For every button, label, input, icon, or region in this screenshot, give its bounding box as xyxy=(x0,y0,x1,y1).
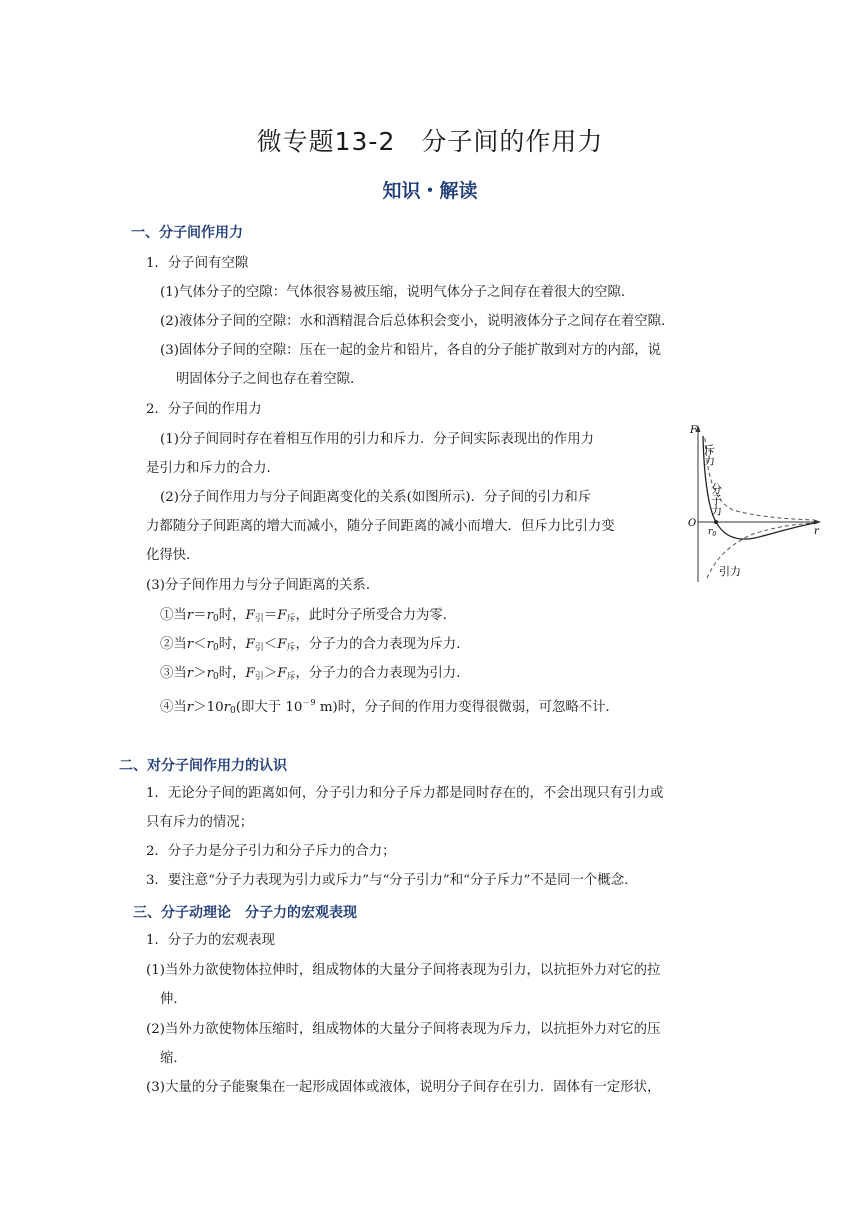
attraction-label: 引力 xyxy=(719,565,741,578)
item1-p3-line2: 明固体分子之间也存在着空隙． xyxy=(176,372,364,387)
page-title: 微专题13-2 分子间的作用力 xyxy=(256,127,604,156)
section3-heading: 三、分子动理论 分子力的宏观表现 xyxy=(133,905,357,921)
condition-2: ②当$r<r_0$时，$F_引<F_斥$，分子力的合力表现为斥力． xyxy=(160,637,470,653)
section2-p1-line2: 只有斥力的情况； xyxy=(146,815,254,830)
condition-3: ③当$r>r_0$时，$F_引>F_斥$，分子力的合力表现为引力． xyxy=(160,666,470,682)
item1-p2: (2)液体分子间的空隙：水和酒精混合后总体积会变小，说明液体分子之间存在着空隙． xyxy=(160,314,675,329)
section2-heading: 二、对分子间作用力的认识 xyxy=(119,758,287,774)
r0-label: $r_0$ xyxy=(708,527,717,538)
r-axis-label: r xyxy=(814,526,819,537)
section2-p2: 2．分子力是分子引力和分子斥力的合力； xyxy=(146,844,396,859)
section3-p3: (3)大量的分子能聚集在一起形成固体或液体，说明分子间存在引力．固体有一定形状， xyxy=(146,1080,661,1095)
item2-p2-line1: (2)分子间作用力与分子间距离变化的关系(如图所示)．分子间的引力和斥 xyxy=(160,490,592,505)
condition-1: ①当$r=r_0$时，$F_引=F_斥$，此时分子所受合力为零． xyxy=(160,608,457,624)
origin-label: O xyxy=(688,518,697,529)
item2-p2-line2: 力都随分子间距离的增大而减小，随分子间距离的减小而增大．但斥力比引力变 xyxy=(146,519,615,534)
item1-heading: 1．分子间有空隙 xyxy=(146,256,249,271)
section2-p1-line1: 1．无论分子间的距离如何，分子引力和分子斥力都是同时存在的，不会出现只有引力或 xyxy=(146,786,664,801)
section1-heading: 一、分子间作用力 xyxy=(131,225,243,241)
item2-heading: 2．分子间的作用力 xyxy=(146,402,262,417)
net-force-label: 分子力 xyxy=(709,483,723,516)
item1-p3-line1: (3)固体分子间的空隙：压在一起的金片和铅片，各自的分子能扩散到对方的内部，说 xyxy=(160,343,662,358)
force-distance-figure xyxy=(683,420,823,585)
section3-p2-line2: 缩． xyxy=(160,1051,187,1066)
r-axis-arrow xyxy=(814,520,821,525)
item2-p2-line3: 化得快． xyxy=(146,548,200,563)
section3-p1-line1: (1)当外力欲使物体拉伸时，组成物体的大量分子间将表现为引力，以抗拒外力对它的拉 xyxy=(146,963,661,978)
section3-p1-line2: 伸． xyxy=(160,992,187,1007)
section2-p3: 3．要注意“分子力表现为引力或斥力”与“分子引力”和“分子斥力”不是同一个概念． xyxy=(146,873,638,888)
item2-p3: (3)分子间作用力与分子间距离的关系． xyxy=(146,578,380,593)
f-axis-label: F xyxy=(690,425,697,436)
condition-4: ④当$r>10r_0$(即大于 $10^{-9}$ m)时，分子间的作用力变得很微弱，可忽略不计． xyxy=(160,698,619,716)
r0-point xyxy=(714,520,718,524)
section-subtitle: 知识・解读 xyxy=(382,180,478,202)
item2-p1-line1: (1)分子间同时存在着相互作用的引力和斥力．分子间实际表现出的作用力 xyxy=(160,432,595,447)
section3-p2-line1: (2)当外力欲使物体压缩时，组成物体的大量分子间将表现为斥力，以抗拒外力对它的压 xyxy=(146,1022,661,1037)
item2-p1-line2: 是引力和斥力的合力． xyxy=(146,461,280,476)
section3-item1: 1．分子力的宏观表现 xyxy=(146,933,276,948)
item1-p1: (1)气体分子的空隙：气体很容易被压缩，说明气体分子之间存在着很大的空隙． xyxy=(160,285,635,300)
repulsion-label: 斥力 xyxy=(702,444,716,466)
